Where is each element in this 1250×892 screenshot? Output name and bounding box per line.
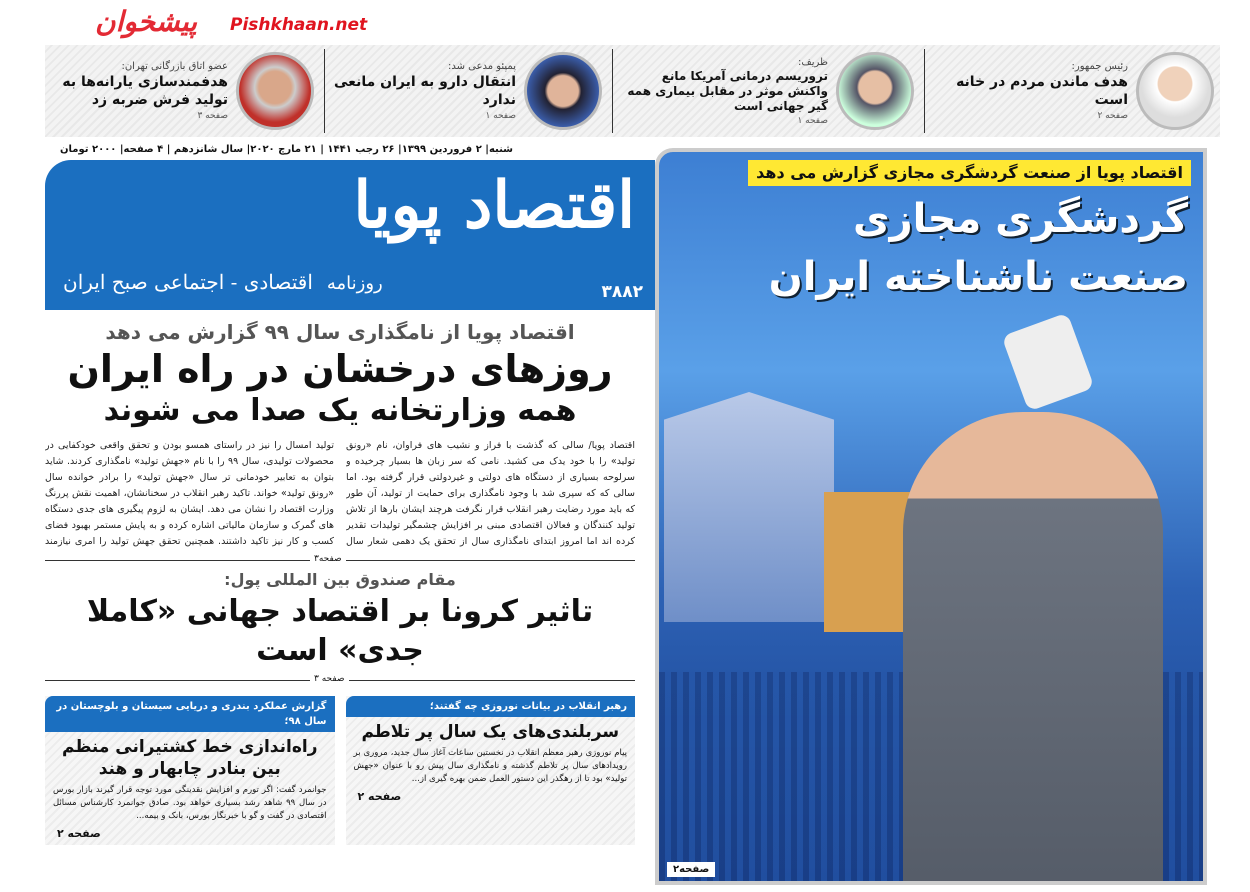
feature-page-ref: صفحه۲	[667, 862, 715, 877]
teaser-kicker: ظریف:	[798, 56, 828, 68]
issue-number: ۳۸۸۲	[601, 282, 643, 302]
box-page-ref: صفحه ۲	[357, 790, 402, 803]
watermark-url: Pishkhaan.net	[230, 15, 368, 35]
box-kicker: گزارش عملکرد بندری و دریایی سیستان و بلوچستان در سال ۹۸؛	[45, 696, 335, 732]
teaser-title: تروریسم درمانی آمریکا مانع واکنش موثر در مقابل بیماری همه گیر جهانی است	[627, 68, 828, 113]
lead-page-ref: صفحه۳	[310, 553, 346, 566]
box-body: جوانمرد گفت: اگر تورم و افزایش نقدینگی مورد توجه قرار گیرند بازار بورس در سال ۹۹ شاهد رشد بسیاری خواهد بود. صادق جوانمرد کارشناس مسائل اقتصادی در گفت و گو با خبرنگار بورس، بانک و بیمه...	[53, 785, 327, 821]
teaser-kicker: پمپئو مدعی شد:	[447, 60, 516, 72]
second-kicker: مقام صندوق بین المللی پول:	[224, 570, 456, 589]
colosseum-illustration	[824, 492, 914, 632]
portrait-photo	[524, 52, 602, 130]
teaser-carpet[interactable]	[45, 45, 320, 137]
divider	[924, 49, 925, 133]
teaser-title: هدف ماندن مردم در خانه است	[956, 73, 1128, 108]
masthead	[45, 160, 655, 310]
teaser-zarif[interactable]	[620, 45, 920, 137]
watermark-logo: پیشخوان	[95, 5, 198, 38]
lead-kicker: اقتصاد پویا از نامگذاری سال ۹۹ گزارش می دهد	[105, 320, 575, 344]
vr-headset-icon	[1001, 312, 1094, 411]
teaser-kicker: عضو اتاق بازرگانی تهران:	[121, 60, 228, 72]
portrait-photo	[1136, 52, 1214, 130]
news-box-ports[interactable]	[45, 696, 335, 845]
lead-body-col1: اقتصاد پویا/ سالی که گذشت با فراز و نشیب های فراوان، نام «رونق تولید» را با خود یدک می کشید. نامی که سر زبان ها بسیار چرخیده و سرلوحه بسیاری از دستگاه های دولتی و غیردولتی قرار گرفته بود. اما سالی که که سپری شد با وجود نامگذاری برای حمایت از تولید، آن طور که باید مورد رضایت رهبر انقلاب قرار نگرفت هرچند ایشان بارها از تلاش تولید کنندگان و فعالان اقتصادی مبنی بر افزایش چشمگیر تولیدات تقدیر کرده اند اما امروز ابتدای نامگذاری سال از تحقق یک دهمی شعار سال	[346, 440, 635, 547]
divider	[324, 49, 325, 133]
news-box-leader[interactable]	[346, 696, 636, 845]
box-headline: راه‌اندازی خط کشتیرانی منظم بین بنادر چابهار و هند	[62, 737, 318, 779]
box-headline: سربلندی‌های یک سال پر تلاطم	[361, 722, 620, 742]
teaser-page: صفحه ۳	[197, 111, 228, 122]
teaser-pompeo[interactable]	[328, 45, 608, 137]
lead-headline[interactable]: روزهای درخشان در راه ایران	[67, 347, 613, 391]
teaser-page: صفحه ۱	[797, 115, 828, 126]
second-page-ref: صفحه ۳	[310, 673, 349, 686]
teaser-title: انتقال دارو به ایران مانعی ندارد	[334, 73, 516, 108]
teaser-title: هدفمندسازی یارانه‌ها به تولید فرش ضربه زد	[62, 73, 228, 108]
dateline: شنبه| ۲ فروردین ۱۳۹۹| ۲۶ رجب ۱۴۴۱ | ۲۱ مارچ ۲۰۲۰| سال شانزدهم | ۴ صفحه| ۲۰۰۰ تومان	[60, 144, 514, 155]
feature-photo[interactable]	[655, 148, 1207, 885]
teaser-page: صفحه ۱	[485, 111, 516, 122]
box-kicker: رهبر انقلاب در بیانات نوروزی چه گفتند؛	[346, 696, 636, 717]
temple-illustration	[664, 392, 834, 622]
teaser-strip	[45, 45, 1220, 137]
box-body: پیام نوروزی رهبر معظم انقلاب در نخستین ساعات آغاز سال جدید، مروری بر رویدادهای سال پر تلاطم گذشته و نامگذاری سال پیش رو با عنوان «جهش تولید» بود تا از رهگذر این دستور العمل ضمن بهره گیری از...	[353, 748, 627, 784]
lead-subheadline: همه وزارتخانه یک صدا می شوند	[103, 393, 577, 428]
masthead-sub: روزنامه	[326, 273, 383, 294]
newspaper-logo: اقتصاد پویا	[353, 168, 635, 243]
lead-body-col2: تولید امسال را نیز در راستای همسو بودن و تحقق واقعی خودکفایی در محصولات تولیدی، سال ۹۹ را با نام «جهش تولید» نامگذاری کردند. شاید بتوان به تعابیر خودمانی تر سال «جهش تولید» را برادر خوانده سال «رونق تولید» خواند. تاکید رهبر انقلاب در سخنانشان، اهمیت نقش پررنگ وزارت اقتصاد را نشان می دهد. ایشان به لزوم پیگیری های جدی دستگاه های گمرک و سازمان مالیاتی اشاره کرده و به پایش مستمر بهبود فضای کسب و کار نیز تاکید داشتند. همچنین تحقق جهش تولید را امری نیازمند	[45, 440, 334, 547]
vr-person-illustration	[903, 412, 1163, 885]
teaser-kicker: رئیس جمهور:	[1071, 60, 1128, 72]
feature-subheadline: صنعت ناشناخته ایران	[768, 254, 1188, 300]
masthead-tagline: اقتصادی - اجتماعی صبح ایران	[63, 270, 313, 294]
divider	[612, 49, 613, 133]
left-column	[40, 318, 640, 845]
portrait-photo	[836, 52, 914, 130]
teaser-president[interactable]	[930, 45, 1220, 137]
feature-headline: گردشگری مجازی	[852, 196, 1188, 242]
second-headline[interactable]: تاثیر کرونا بر اقتصاد جهانی «کاملا جدی» است	[86, 594, 594, 668]
feature-kicker: اقتصاد پویا از صنعت گردشگری مجازی گزارش می دهد	[748, 160, 1191, 186]
teaser-page: صفحه ۲	[1097, 111, 1128, 122]
box-page-ref: صفحه ۲	[57, 827, 101, 840]
portrait-photo	[236, 52, 314, 130]
